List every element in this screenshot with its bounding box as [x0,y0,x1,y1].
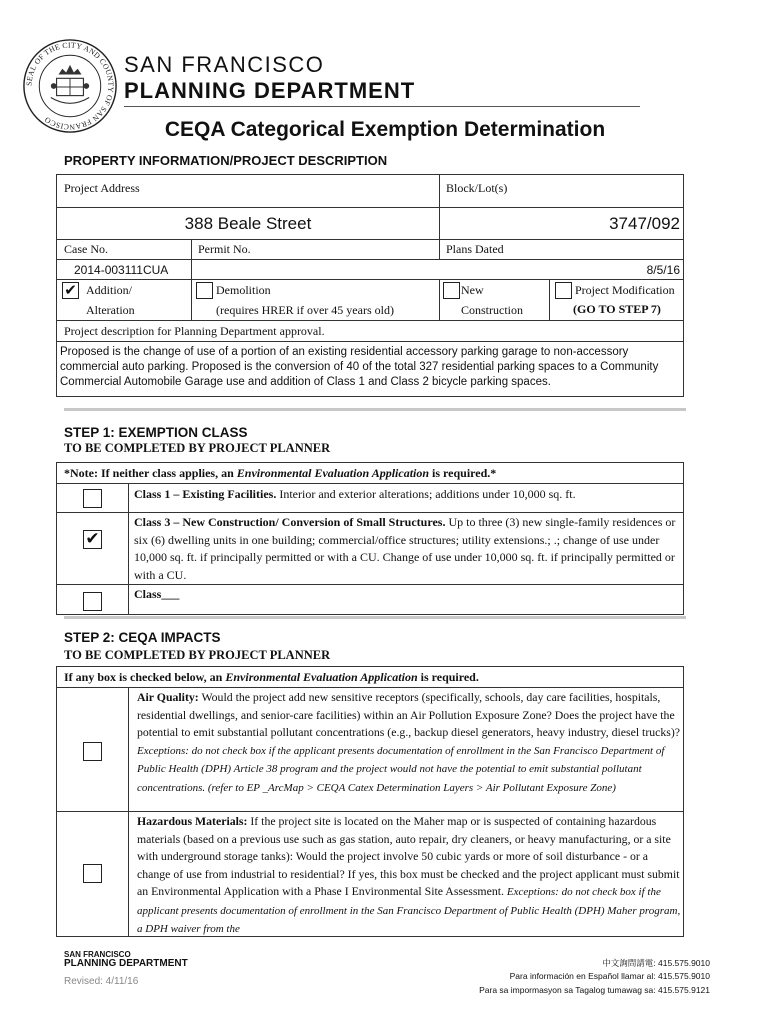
modification-checkbox[interactable] [555,282,572,299]
footer-chinese-contact: 中文詢問請電: 415.575.9010 [602,958,710,968]
new-construction-checkbox[interactable] [443,282,460,299]
class1-checkbox[interactable] [83,489,102,508]
step1-note: *Note: If neither class applies, an Environmental Evaluation Application is required.* [64,466,497,480]
seal-text: SEAL OF THE CITY AND COUNTY OF SAN FRANCISCO [24,40,116,132]
footer-tagalog-contact: Para sa impormasyon sa Tagalog tumawag sa: 415.575.9121 [479,985,710,995]
step1-title: STEP 1: EXEMPTION CLASS [64,425,248,440]
hazardous-text: Hazardous Materials: If the project site is located on the Maher map or is suspected of containing hazardous materials (based on a previous use such as gas station, auto repair, dry cleaners, or heavy manufacturing, or a site with underground storage tanks): Would the project involve 50 cubic yards or more of soil disturbance - or a change of use from industrial to residential? If yes, this box must be checked and the project applicant must submit an Environmental Application with a Phase I Environmental Site Assessment. Exceptions: do not check box if the applicant presents documentation of enrollment in the San Francisco Department of Public Health (DPH) Maher program, a DPH waiver from the [137,814,681,935]
air-quality-checkbox[interactable] [83,742,102,761]
addition-label-line1: Addition/ [86,283,133,297]
class1-text: Class 1 – Existing Facilities. Interior and exterior alterations; additions under 10,000 sq. ft. [134,487,576,501]
demolition-checkbox[interactable] [196,282,213,299]
class-other-text[interactable]: Class___ [134,587,180,601]
addition-checkbox[interactable]: ✔ [62,282,79,299]
case-no-value[interactable]: 2014-003111CUA [74,263,169,277]
permit-no-label: Permit No. [198,242,251,256]
header-rule [124,106,640,107]
property-section-title: PROPERTY INFORMATION/PROJECT DESCRIPTION [64,153,388,168]
project-address-value[interactable]: 388 Beale Street [184,214,312,233]
modification-label-line1: Project Modification [575,283,675,297]
hazardous-checkbox[interactable] [83,864,102,883]
plans-dated-value[interactable]: 8/5/16 [646,263,680,277]
new-construction-label-line1: New [461,283,484,297]
case-no-label: Case No. [64,242,108,256]
footer-revised: Revised: 4/11/16 [64,976,139,987]
step1-rule [64,408,686,411]
air-quality-text: Air Quality: Would the project add new sensitive receptors (specifically, schools, day care facilities, hospitals, residential dwellings, and senior-care facilities) within an Air Pollution Exposure Zone? Does the project have the potential to emit substantial pollutant concentrations (e.g., backup diesel generators, heavy industry, diesel trucks)? Exceptions: do not check box if the applicant presents documentation of enrollment in the San Francisco Department of Public Health (DPH) Article 38 program and the project would not have the potential to emit substantial pollutant concentrations. (refer to EP _ArcMap > CEQA Catex Determination Layers > Air Pollutant Exposure Zone) [137,690,681,794]
class3-text: Class 3 – New Construction/ Conversion of Small Structures. Up to three (3) new single-family residences or six (6) dwelling units in one building; commercial/office structures; utility extensions.; .; change of use under 10,000 sq. ft. if principally permitted or with a CU. Change of use under 10,000 sq. ft. if principally permitted or with a CU. [134,515,676,582]
document-title: CEQA Categorical Exemption Determination [164,118,606,141]
step2-note: If any box is checked below, an Environmental Evaluation Application is required. [64,670,479,684]
footer-spanish-contact: Para información en Español llamar al: 415.575.9010 [509,971,710,981]
class3-checkbox[interactable]: ✔ [83,530,102,549]
class-other-checkbox[interactable] [83,592,102,611]
footer-department: PLANNING DEPARTMENT [64,958,188,969]
plans-dated-label: Plans Dated [446,242,504,256]
block-lot-value[interactable]: 3747/092 [609,214,680,233]
footer-city: SAN FRANCISCO [64,950,131,959]
block-lot-label: Block/Lot(s) [446,181,508,195]
description-value[interactable]: Proposed is the change of use of a portion of an existing residential accessory parking garage to non-accessory commercial auto parking. Proposed is the conversion of 40 of the total 327 residential parking spaces to a Community Commercial Automobile Garage use and addition of Class 1 and Class 2 bicycle parking spaces. [60,346,659,388]
step2-title: STEP 2: CEQA IMPACTS [64,630,221,645]
department-city: SAN FRANCISCO [124,52,325,77]
step2-subtitle: TO BE COMPLETED BY PROJECT PLANNER [64,648,331,662]
addition-label-line2: Alteration [86,303,135,317]
step2-rule [64,616,686,619]
demolition-label-line1: Demolition [216,283,271,297]
class-other-text-cell [128,584,684,615]
department-name: PLANNING DEPARTMENT [124,78,416,103]
demolition-label-line2: (requires HRER if over 45 years old) [216,303,394,317]
project-address-label: Project Address [64,181,140,195]
description-label: Project description for Planning Department approval. [64,324,325,338]
step1-subtitle: TO BE COMPLETED BY PROJECT PLANNER [64,441,331,455]
modification-label-line2: (GO TO STEP 7) [573,302,661,316]
new-construction-label-line2: Construction [461,303,523,317]
